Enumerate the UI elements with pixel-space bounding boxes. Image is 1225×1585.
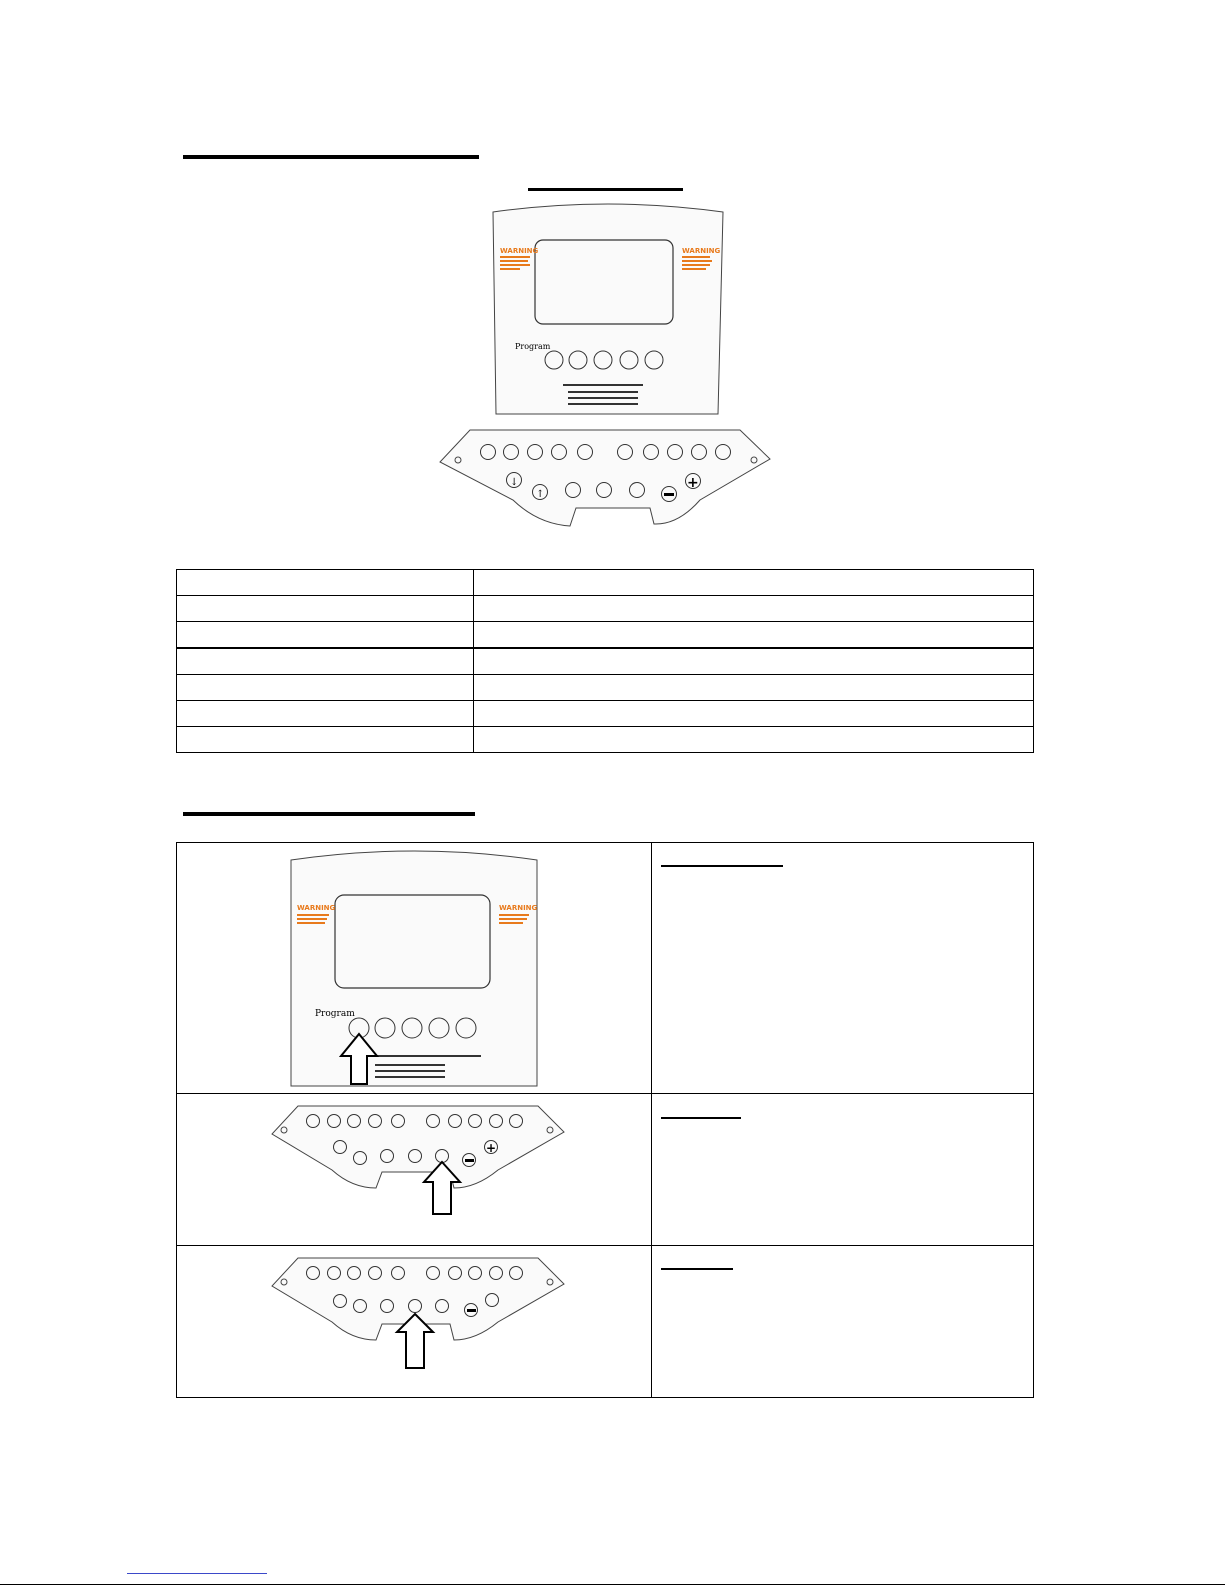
- figure-title-underline: [528, 188, 683, 191]
- program-label: Program: [315, 1009, 355, 1019]
- svg-text:↑: ↑: [536, 489, 545, 500]
- step-3-heading-underline: [661, 1268, 733, 1270]
- step-2-heading-underline: [661, 1117, 741, 1119]
- console-diagram-step-3: [270, 1252, 570, 1376]
- table-row: [177, 596, 1034, 622]
- table-row: [177, 570, 1034, 596]
- footer-link-underline[interactable]: [127, 1573, 267, 1574]
- console-diagram-step-2: [270, 1100, 570, 1220]
- svg-text:WARNING: WARNING: [500, 247, 539, 255]
- table-row: [177, 727, 1034, 753]
- spec-table: [176, 569, 1034, 753]
- console-diagram-main: [438, 200, 778, 530]
- table-row: [177, 701, 1034, 727]
- console-diagram-step-1: [287, 848, 547, 1088]
- section-1-heading-underline: [183, 155, 479, 159]
- svg-text:WARNING: WARNING: [499, 904, 538, 912]
- svg-text:+: +: [486, 1141, 497, 1155]
- table-row: [177, 675, 1034, 701]
- svg-text:+: +: [687, 475, 699, 491]
- table-row: [177, 648, 1034, 675]
- svg-text:↓: ↓: [510, 477, 519, 488]
- table-row: [177, 622, 1034, 649]
- program-label: Program: [515, 342, 551, 351]
- section-2-heading-underline: [183, 812, 475, 816]
- svg-text:WARNING: WARNING: [297, 904, 336, 912]
- step-1-heading-underline: [661, 865, 783, 867]
- svg-text:WARNING: WARNING: [682, 247, 721, 255]
